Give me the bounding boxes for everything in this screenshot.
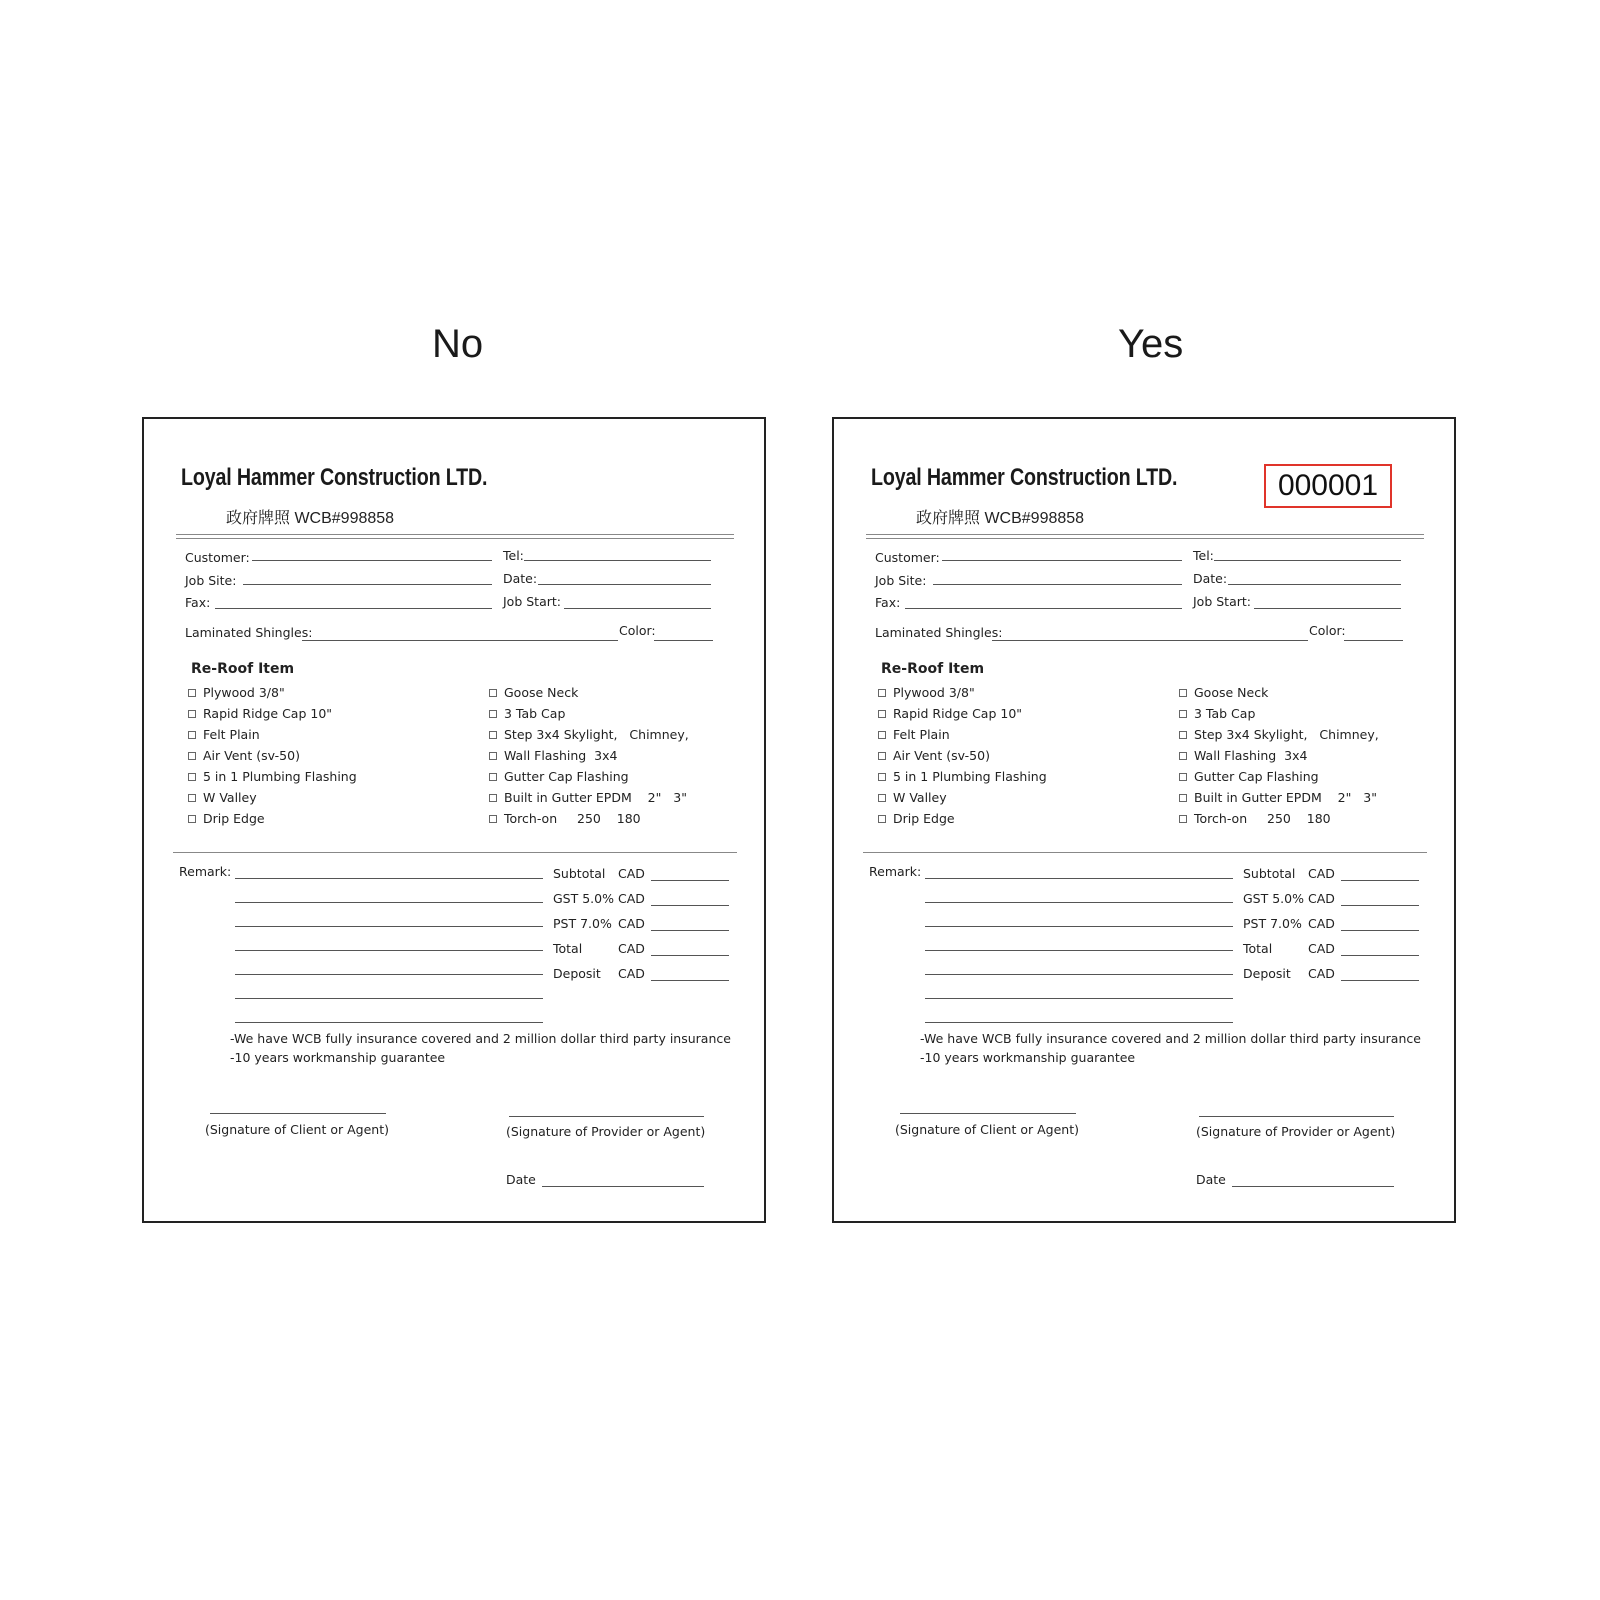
job-site-line[interactable] [243, 584, 492, 585]
total-line[interactable] [651, 955, 729, 956]
serial-number: 000001 [1264, 464, 1392, 508]
checkbox-icon[interactable] [1179, 773, 1187, 781]
laminated-shingles-label: Laminated Shingles: [185, 625, 313, 640]
insurance-note: -We have WCB fully insurance covered and 2 million dollar third party insurance [920, 1031, 1421, 1046]
pst-label: PST 7.0% [1243, 916, 1302, 931]
job-site-label: Job Site: [875, 573, 927, 588]
item-built-in-gutter[interactable]: Built in Gutter EPDM 2" 3" [489, 790, 687, 805]
total-label: Total [553, 941, 583, 956]
total-line[interactable] [1341, 955, 1419, 956]
tel-label: Tel: [1193, 548, 1214, 563]
subtotal-label: Subtotal [1243, 866, 1296, 881]
header-divider [866, 534, 1424, 539]
total-currency: CAD [618, 941, 645, 956]
checkbox-icon[interactable] [188, 710, 196, 718]
company-name: Loyal Hammer Construction LTD. [181, 464, 488, 491]
item-goose-neck[interactable]: Goose Neck [489, 685, 578, 700]
item-step-skylight-chimney[interactable]: Step 3x4 Skylight, Chimney, [489, 727, 689, 742]
gst-line[interactable] [651, 905, 729, 906]
remark-label: Remark: [869, 864, 922, 879]
section-divider [863, 852, 1427, 853]
item-felt-plain[interactable]: Felt Plain [878, 727, 950, 742]
pst-currency: CAD [1308, 916, 1335, 931]
checkbox-icon[interactable] [878, 815, 886, 823]
item-gutter-cap-flashing[interactable]: Gutter Cap Flashing [1179, 769, 1319, 784]
date-signature-line[interactable] [1232, 1186, 1394, 1187]
client-signature-label: (Signature of Client or Agent) [895, 1122, 1079, 1137]
remark-line[interactable] [235, 1022, 543, 1023]
checkbox-icon[interactable] [489, 794, 497, 802]
date-signature-line[interactable] [542, 1186, 704, 1187]
pst-line[interactable] [651, 930, 729, 931]
deposit-currency: CAD [1308, 966, 1335, 981]
form-no [142, 417, 766, 1223]
item-torch-on[interactable]: Torch-on 250 180 [1179, 811, 1331, 826]
date-label: Date: [503, 571, 538, 586]
item-drip-edge[interactable]: Drip Edge [188, 811, 265, 826]
laminated-shingles-line[interactable] [302, 640, 618, 641]
checkbox-icon[interactable] [1179, 752, 1187, 760]
laminated-shingles-label: Laminated Shingles: [875, 625, 1003, 640]
checkbox-icon[interactable] [1179, 710, 1187, 718]
checkbox-icon[interactable] [878, 731, 886, 739]
checkbox-icon[interactable] [188, 794, 196, 802]
subtotal-label: Subtotal [553, 866, 606, 881]
subtotal-line[interactable] [651, 880, 729, 881]
license-number: 政府牌照 WCB#998858 [226, 510, 395, 527]
remark-line[interactable] [235, 974, 543, 975]
item-goose-neck[interactable]: Goose Neck [1179, 685, 1268, 700]
checkbox-icon[interactable] [878, 710, 886, 718]
pst-label: PST 7.0% [553, 916, 612, 931]
item-3-tab-cap[interactable]: 3 Tab Cap [489, 706, 565, 721]
total-label: Total [1243, 941, 1273, 956]
item-air-vent[interactable]: Air Vent (sv-50) [188, 748, 300, 763]
checkbox-icon[interactable] [188, 815, 196, 823]
remark-line[interactable] [235, 950, 543, 951]
section-title: Re-Roof Item [881, 661, 985, 677]
guarantee-note: -10 years workmanship guarantee [230, 1050, 446, 1065]
date-label: Date: [1193, 571, 1228, 586]
checkbox-icon[interactable] [878, 794, 886, 802]
item-built-in-gutter[interactable]: Built in Gutter EPDM 2" 3" [1179, 790, 1377, 805]
guarantee-note: -10 years workmanship guarantee [920, 1050, 1136, 1065]
client-signature-line[interactable] [900, 1113, 1076, 1114]
gst-label: GST 5.0% [1243, 891, 1304, 906]
gst-line[interactable] [1341, 905, 1419, 906]
remark-label: Remark: [179, 864, 232, 879]
remark-line[interactable] [235, 998, 543, 999]
subtotal-line[interactable] [1341, 880, 1419, 881]
client-signature-line[interactable] [210, 1113, 386, 1114]
color-label: Color: [619, 623, 656, 638]
customer-line[interactable] [942, 560, 1182, 561]
item-plumbing-flashing[interactable]: 5 in 1 Plumbing Flashing [878, 769, 1047, 784]
total-currency: CAD [1308, 941, 1335, 956]
heading-no: No [432, 322, 484, 366]
checkbox-icon[interactable] [1179, 794, 1187, 802]
subtotal-currency: CAD [1308, 866, 1335, 881]
checkbox-icon[interactable] [489, 731, 497, 739]
deposit-line[interactable] [1341, 980, 1419, 981]
item-wall-flashing[interactable]: Wall Flashing 3x4 [489, 748, 617, 763]
item-wall-flashing[interactable]: Wall Flashing 3x4 [1179, 748, 1307, 763]
item-3-tab-cap[interactable]: 3 Tab Cap [1179, 706, 1255, 721]
date-line[interactable] [1228, 584, 1401, 585]
item-step-skylight-chimney[interactable]: Step 3x4 Skylight, Chimney, [1179, 727, 1379, 742]
checkbox-icon[interactable] [1179, 689, 1187, 697]
date-line[interactable] [538, 584, 711, 585]
item-air-vent[interactable]: Air Vent (sv-50) [878, 748, 990, 763]
laminated-shingles-line[interactable] [992, 640, 1308, 641]
remark-line[interactable] [925, 1022, 1233, 1023]
header-divider [176, 534, 734, 539]
remark-line[interactable] [925, 878, 1233, 879]
pst-line[interactable] [1341, 930, 1419, 931]
remark-line[interactable] [925, 902, 1233, 903]
checkbox-icon[interactable] [188, 689, 196, 697]
subtotal-currency: CAD [618, 866, 645, 881]
item-rapid-ridge-cap[interactable]: Rapid Ridge Cap 10" [188, 706, 332, 721]
checkbox-icon[interactable] [489, 773, 497, 781]
gst-currency: CAD [618, 891, 645, 906]
remark-line[interactable] [235, 878, 543, 879]
checkbox-icon[interactable] [489, 815, 497, 823]
company-name: Loyal Hammer Construction LTD. [871, 464, 1178, 491]
checkbox-icon[interactable] [1179, 731, 1187, 739]
customer-label: Customer: [875, 550, 940, 565]
tel-line[interactable] [524, 560, 711, 561]
form-yes [832, 417, 1456, 1223]
date-signature-label: Date [506, 1172, 536, 1187]
item-felt-plain[interactable]: Felt Plain [188, 727, 260, 742]
tel-label: Tel: [503, 548, 524, 563]
remark-line[interactable] [925, 974, 1233, 975]
checkbox-icon[interactable] [489, 710, 497, 718]
item-plywood[interactable]: Plywood 3/8" [878, 685, 975, 700]
pst-currency: CAD [618, 916, 645, 931]
section-divider [173, 852, 737, 853]
provider-signature-label: (Signature of Provider or Agent) [506, 1124, 706, 1139]
provider-signature-line[interactable] [509, 1116, 704, 1117]
job-site-line[interactable] [933, 584, 1182, 585]
gst-currency: CAD [1308, 891, 1335, 906]
checkbox-icon[interactable] [489, 752, 497, 760]
job-start-line[interactable] [564, 608, 711, 609]
tel-line[interactable] [1214, 560, 1401, 561]
job-site-label: Job Site: [185, 573, 237, 588]
remark-line[interactable] [925, 998, 1233, 999]
customer-label: Customer: [185, 550, 250, 565]
job-start-label: Job Start: [1193, 594, 1251, 609]
fax-label: Fax: [185, 595, 211, 610]
item-plumbing-flashing[interactable]: 5 in 1 Plumbing Flashing [188, 769, 357, 784]
remark-line[interactable] [925, 926, 1233, 927]
heading-yes: Yes [1118, 322, 1184, 366]
checkbox-icon[interactable] [188, 752, 196, 760]
license-number: 政府牌照 WCB#998858 [916, 510, 1085, 527]
checkbox-icon[interactable] [188, 731, 196, 739]
deposit-currency: CAD [618, 966, 645, 981]
checkbox-icon[interactable] [878, 689, 886, 697]
checkbox-icon[interactable] [1179, 815, 1187, 823]
item-w-valley[interactable]: W Valley [878, 790, 947, 805]
deposit-line[interactable] [651, 980, 729, 981]
job-start-line[interactable] [1254, 608, 1401, 609]
fax-line[interactable] [215, 608, 492, 609]
provider-signature-label: (Signature of Provider or Agent) [1196, 1124, 1396, 1139]
item-gutter-cap-flashing[interactable]: Gutter Cap Flashing [489, 769, 629, 784]
checkbox-icon[interactable] [878, 752, 886, 760]
client-signature-label: (Signature of Client or Agent) [205, 1122, 389, 1137]
date-signature-label: Date [1196, 1172, 1226, 1187]
item-w-valley[interactable]: W Valley [188, 790, 257, 805]
remark-line[interactable] [235, 926, 543, 927]
item-plywood[interactable]: Plywood 3/8" [188, 685, 285, 700]
fax-label: Fax: [875, 595, 901, 610]
item-drip-edge[interactable]: Drip Edge [878, 811, 955, 826]
checkbox-icon[interactable] [878, 773, 886, 781]
color-line[interactable] [1344, 640, 1403, 641]
section-title: Re-Roof Item [191, 661, 295, 677]
color-line[interactable] [654, 640, 713, 641]
gst-label: GST 5.0% [553, 891, 614, 906]
deposit-label: Deposit [1243, 966, 1291, 981]
insurance-note: -We have WCB fully insurance covered and 2 million dollar third party insurance [230, 1031, 731, 1046]
provider-signature-line[interactable] [1199, 1116, 1394, 1117]
remark-line[interactable] [235, 902, 543, 903]
item-torch-on[interactable]: Torch-on 250 180 [489, 811, 641, 826]
checkbox-icon[interactable] [489, 689, 497, 697]
item-rapid-ridge-cap[interactable]: Rapid Ridge Cap 10" [878, 706, 1022, 721]
remark-line[interactable] [925, 950, 1233, 951]
job-start-label: Job Start: [503, 594, 561, 609]
color-label: Color: [1309, 623, 1346, 638]
deposit-label: Deposit [553, 966, 601, 981]
fax-line[interactable] [905, 608, 1182, 609]
checkbox-icon[interactable] [188, 773, 196, 781]
customer-line[interactable] [252, 560, 492, 561]
